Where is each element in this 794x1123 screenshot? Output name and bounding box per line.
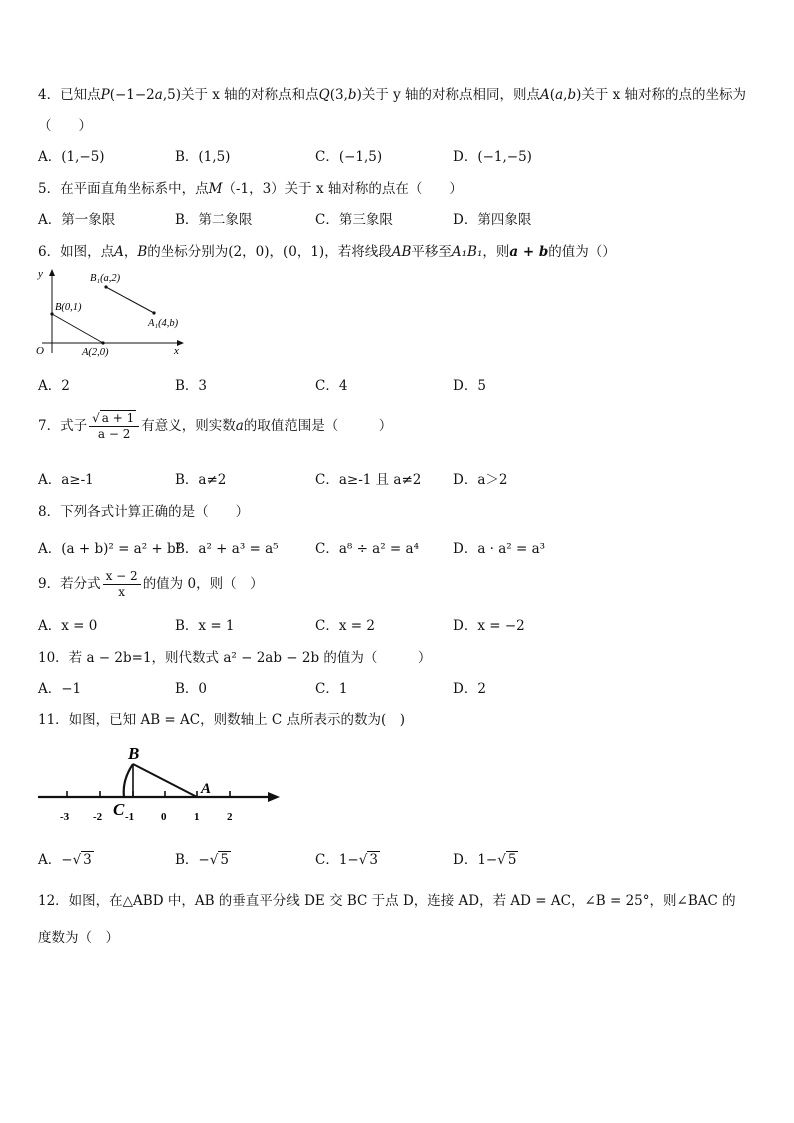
fraction: $\frac{√ a + 1}{a - 2}$ bbox=[89, 411, 139, 442]
question-12-line2: 度数为（ ） bbox=[38, 930, 119, 946]
y-axis-label: y bbox=[38, 268, 43, 280]
question-5: 5．在平面直角坐标系中，点M（-1，3）关于 x 轴对称的点在（ ） bbox=[38, 181, 463, 197]
tick-label: -2 bbox=[93, 811, 103, 823]
question-8: 8．下列各式计算正确的是（ ） bbox=[38, 504, 250, 520]
option-b[interactable]: B．(1,5) bbox=[175, 149, 231, 165]
tick-label: 0 bbox=[161, 811, 167, 823]
option-d[interactable]: D．5 bbox=[453, 378, 486, 394]
question-11: 11．如图，已知 AB = AC，则数轴上 C 点所表示的数为( ) bbox=[38, 712, 406, 728]
option-d[interactable]: D．a＞2 bbox=[453, 472, 508, 488]
option-a[interactable]: A．−√ 3 bbox=[38, 852, 92, 868]
number-line-arrow bbox=[268, 792, 280, 802]
point-a1 bbox=[152, 311, 155, 314]
tick-label: 2 bbox=[227, 811, 233, 823]
option-b[interactable]: B．3 bbox=[175, 378, 208, 394]
option-b[interactable]: B．0 bbox=[175, 681, 208, 697]
option-b[interactable]: B．第二象限 bbox=[175, 212, 253, 228]
tick-label: -1 bbox=[125, 811, 135, 823]
y-axis-arrow bbox=[49, 269, 55, 276]
point-a bbox=[101, 341, 104, 344]
point-b bbox=[50, 312, 53, 315]
point-a-label: A(2,0) bbox=[82, 347, 109, 358]
tick-label: -3 bbox=[60, 811, 70, 823]
option-b[interactable]: B．x = 1 bbox=[175, 618, 235, 634]
point-b-label: B(0,1) bbox=[55, 302, 82, 313]
option-d[interactable]: D．x = −2 bbox=[453, 618, 525, 634]
segment-a1b1 bbox=[106, 287, 154, 313]
option-d[interactable]: D．(−1,−5) bbox=[453, 149, 532, 165]
option-d[interactable]: D．第四象限 bbox=[453, 212, 532, 228]
question-4: 4．已知点P(−1−2a,5)关于 x 轴的对称点和点Q(3,b)关于 y 轴的对称点相同，则点A(a,b)关于 x 轴对称的点的坐标为 bbox=[38, 87, 747, 103]
number-line-figure bbox=[34, 744, 284, 824]
question-7: 7．式子 $\frac{√ a + 1}{a - 2}$ 有意义，则实数a的取值范围是（ ） bbox=[38, 411, 393, 441]
option-c[interactable]: C．1 bbox=[315, 681, 348, 697]
question-9: 9．若分式 $\frac{x - 2}{x}$ 的值为 0，则（ ） bbox=[38, 569, 264, 599]
option-b[interactable]: B．−√ 5 bbox=[175, 852, 229, 868]
option-b[interactable]: B．a≠2 bbox=[175, 472, 227, 488]
origin-label: O bbox=[36, 345, 44, 357]
option-d[interactable]: D．2 bbox=[453, 681, 486, 697]
label-b: B bbox=[128, 744, 140, 763]
option-c[interactable]: C．a⁸ ÷ a² = a⁴ bbox=[315, 541, 419, 557]
option-c[interactable]: C．x = 2 bbox=[315, 618, 375, 634]
option-c[interactable]: C．a≥-1 且 a≠2 bbox=[315, 472, 422, 488]
question-12: 12．如图，在△ABD 中，AB 的垂直平分线 DE 交 BC 于点 D，连接 AD，若 AD = AC，∠B = 25°，则∠BAC 的 bbox=[38, 893, 736, 909]
question-10: 10．若 a − 2b=1，则代数式 a² − 2ab − 2b 的值为（ ） bbox=[38, 650, 432, 666]
segment-ab bbox=[52, 314, 103, 343]
option-b[interactable]: B．a² + a³ = a⁵ bbox=[175, 541, 279, 557]
question-6: 6．如图，点A，B的坐标分别为(2，0)，(0，1)，若将线段AB平移至A₁B₁，则a + b的值为（） bbox=[38, 244, 616, 260]
option-a[interactable]: A．(a + b)² = a² + b² bbox=[38, 541, 182, 557]
label-c: C bbox=[113, 800, 125, 819]
option-d[interactable]: D．a · a² = a³ bbox=[453, 541, 546, 557]
coordinate-figure bbox=[30, 265, 190, 360]
answer-paren: （ ） bbox=[38, 118, 92, 134]
option-a[interactable]: A．第一象限 bbox=[38, 212, 116, 228]
option-c[interactable]: C．1−√ 3 bbox=[315, 852, 378, 868]
label-a: A bbox=[201, 781, 212, 797]
tick-label: 1 bbox=[194, 811, 200, 823]
point-b1 bbox=[104, 285, 107, 288]
option-a[interactable]: A．(1,−5) bbox=[38, 149, 105, 165]
point-b1-label: B₁(a,2) bbox=[90, 273, 121, 284]
point-a1-label: A₁(4,b) bbox=[148, 318, 179, 329]
option-c[interactable]: C．4 bbox=[315, 378, 348, 394]
arc bbox=[124, 764, 133, 797]
option-d[interactable]: D．1−√ 5 bbox=[453, 852, 517, 868]
option-c[interactable]: C．(−1,5) bbox=[315, 149, 383, 165]
option-a[interactable]: A．x = 0 bbox=[38, 618, 98, 634]
x-axis-label: x bbox=[174, 345, 179, 357]
option-a[interactable]: A．a≥-1 bbox=[38, 472, 94, 488]
option-a[interactable]: A．−1 bbox=[38, 681, 82, 697]
option-c[interactable]: C．第三象限 bbox=[315, 212, 393, 228]
fraction: $\frac{x - 2}{x}$ bbox=[103, 569, 141, 600]
option-a[interactable]: A．2 bbox=[38, 378, 70, 394]
